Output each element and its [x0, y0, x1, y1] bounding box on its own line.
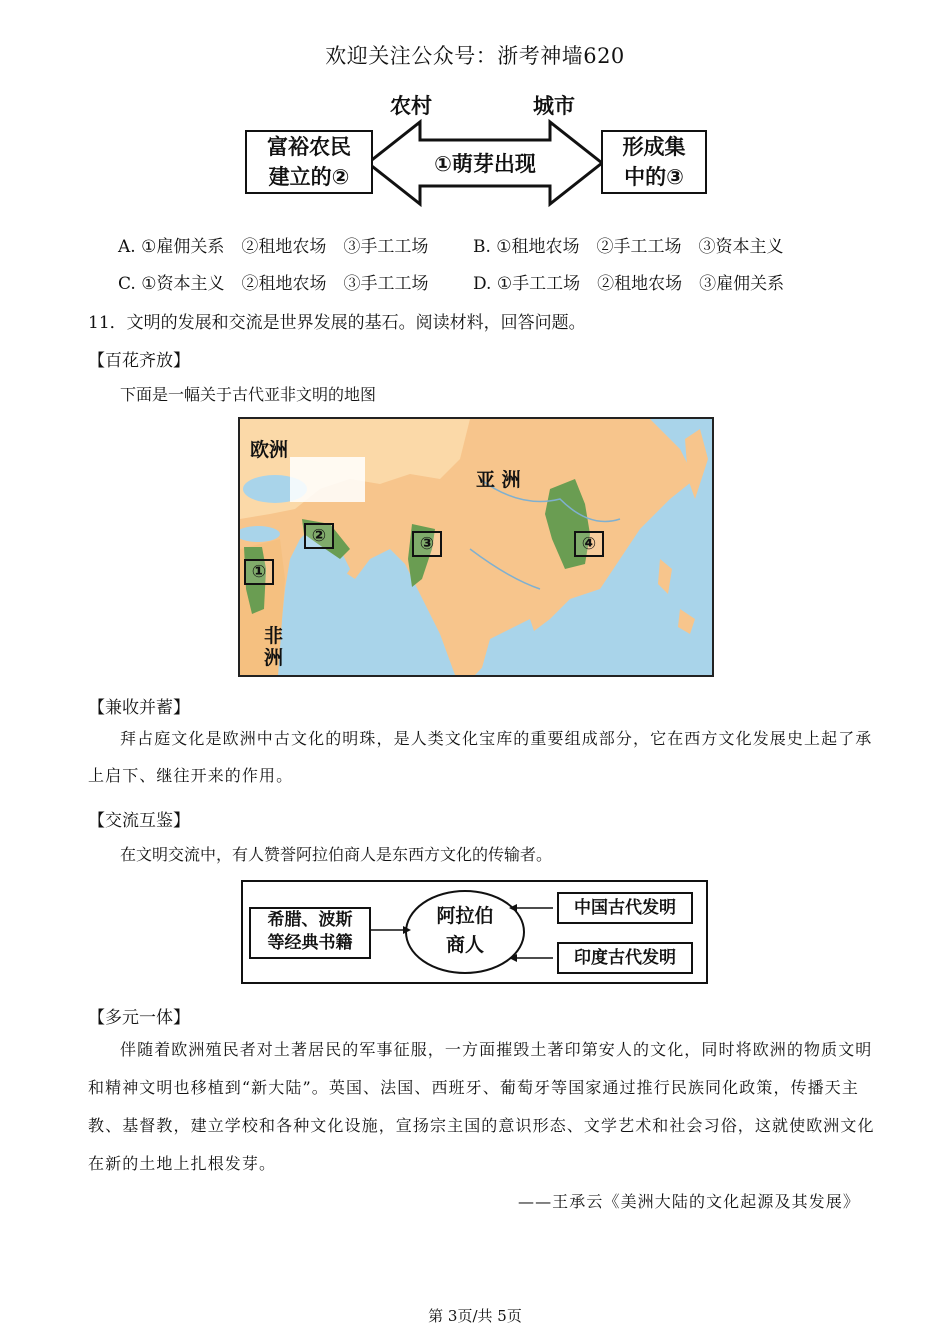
africa-label-2: 洲 [264, 647, 284, 669]
classics-line2: 等经典书籍 [267, 933, 353, 953]
section-title-3: 【交流互鉴】 [88, 811, 190, 831]
option-d: D. ①手工工场 ②租地农场 ③雇佣关系 [473, 274, 785, 294]
section3-intro: 在文明交流中，有人赞誉阿拉伯商人是东西方文化的传输者。 [120, 845, 553, 864]
section-title-1: 【百花齐放】 [88, 351, 190, 371]
right-box-line1: 形成集 [622, 135, 686, 159]
arab-line1: 阿拉伯 [436, 905, 494, 927]
section-title-4: 【多元一体】 [88, 1008, 190, 1028]
rural-label: 农村 [390, 94, 432, 118]
classics-box [249, 907, 371, 959]
question-11: 11．文明的发展和交流是世界发展的基石。阅读材料，回答问题。 [88, 313, 586, 333]
india-inventions-box: 印度古代发明 [557, 942, 693, 974]
left-box-line2: 建立的② [268, 165, 350, 189]
sprout-label: ①萌芽出现 [434, 152, 536, 176]
marker-4: ④ [574, 531, 604, 557]
arab-merchants [409, 902, 521, 960]
left-box [245, 130, 373, 194]
right-box-line2: 中的③ [624, 165, 684, 189]
section4-line4: 在新的土地上扎根发芽。 [88, 1154, 277, 1173]
marker-1: ① [244, 559, 274, 585]
option-b: B. ①租地农场 ②手工工场 ③资本主义 [473, 237, 784, 257]
arab-line2: 商人 [445, 934, 484, 956]
city-label: 城市 [533, 94, 575, 118]
page-header: 欢迎关注公众号：浙考神墙620 [325, 44, 625, 68]
china-inventions-box: 中国古代发明 [557, 892, 693, 924]
africa-label-1: 非 [264, 625, 284, 647]
section1-intro: 下面是一幅关于古代亚非文明的地图 [120, 385, 377, 404]
section-title-2: 【兼收并蓄】 [88, 698, 190, 718]
asia-label: 亚 洲 [476, 469, 521, 491]
europe-label: 欧洲 [250, 439, 289, 461]
source-citation: ——王承云《美洲大陆的文化起源及其发展》 [517, 1192, 860, 1211]
section4-line1: 伴随着欧洲殖民者对土著居民的军事征服，一方面摧毁土著印第安人的文化，同时将欧洲的物质文明 [120, 1040, 873, 1059]
classics-line1: 希腊、波斯 [267, 910, 353, 930]
page-footer: 第 3页/共 5页 [428, 1307, 522, 1325]
section4-line3: 教、基督教，建立学校和各种文化设施，宣扬宗主国的意识形态、文学艺术和社会习俗，这就使欧洲文化 [88, 1116, 875, 1135]
right-box [601, 130, 707, 194]
section2-line1: 拜占庭文化是欧洲中古文化的明珠，是人类文化宝库的重要组成部分，它在西方文化发展史上起了承 [120, 729, 873, 748]
section4-line2: 和精神文明也移植到“新大陆”。英国、法国、西班牙、葡萄牙等国家通过推行民族同化政策，传播天主 [88, 1078, 859, 1097]
marker-2: ② [304, 523, 334, 549]
left-box-line1: 富裕农民 [267, 135, 351, 159]
africa-label [264, 625, 283, 669]
asia-africa-map [238, 417, 714, 677]
section2-line2: 上启下、继往开来的作用。 [88, 766, 294, 785]
option-c: C. ①资本主义 ②租地农场 ③手工工场 [118, 274, 429, 294]
arab-trade-diagram [241, 880, 708, 984]
marker-3: ③ [412, 531, 442, 557]
option-a: A. ①雇佣关系 ②租地农场 ③手工工场 [118, 237, 429, 257]
